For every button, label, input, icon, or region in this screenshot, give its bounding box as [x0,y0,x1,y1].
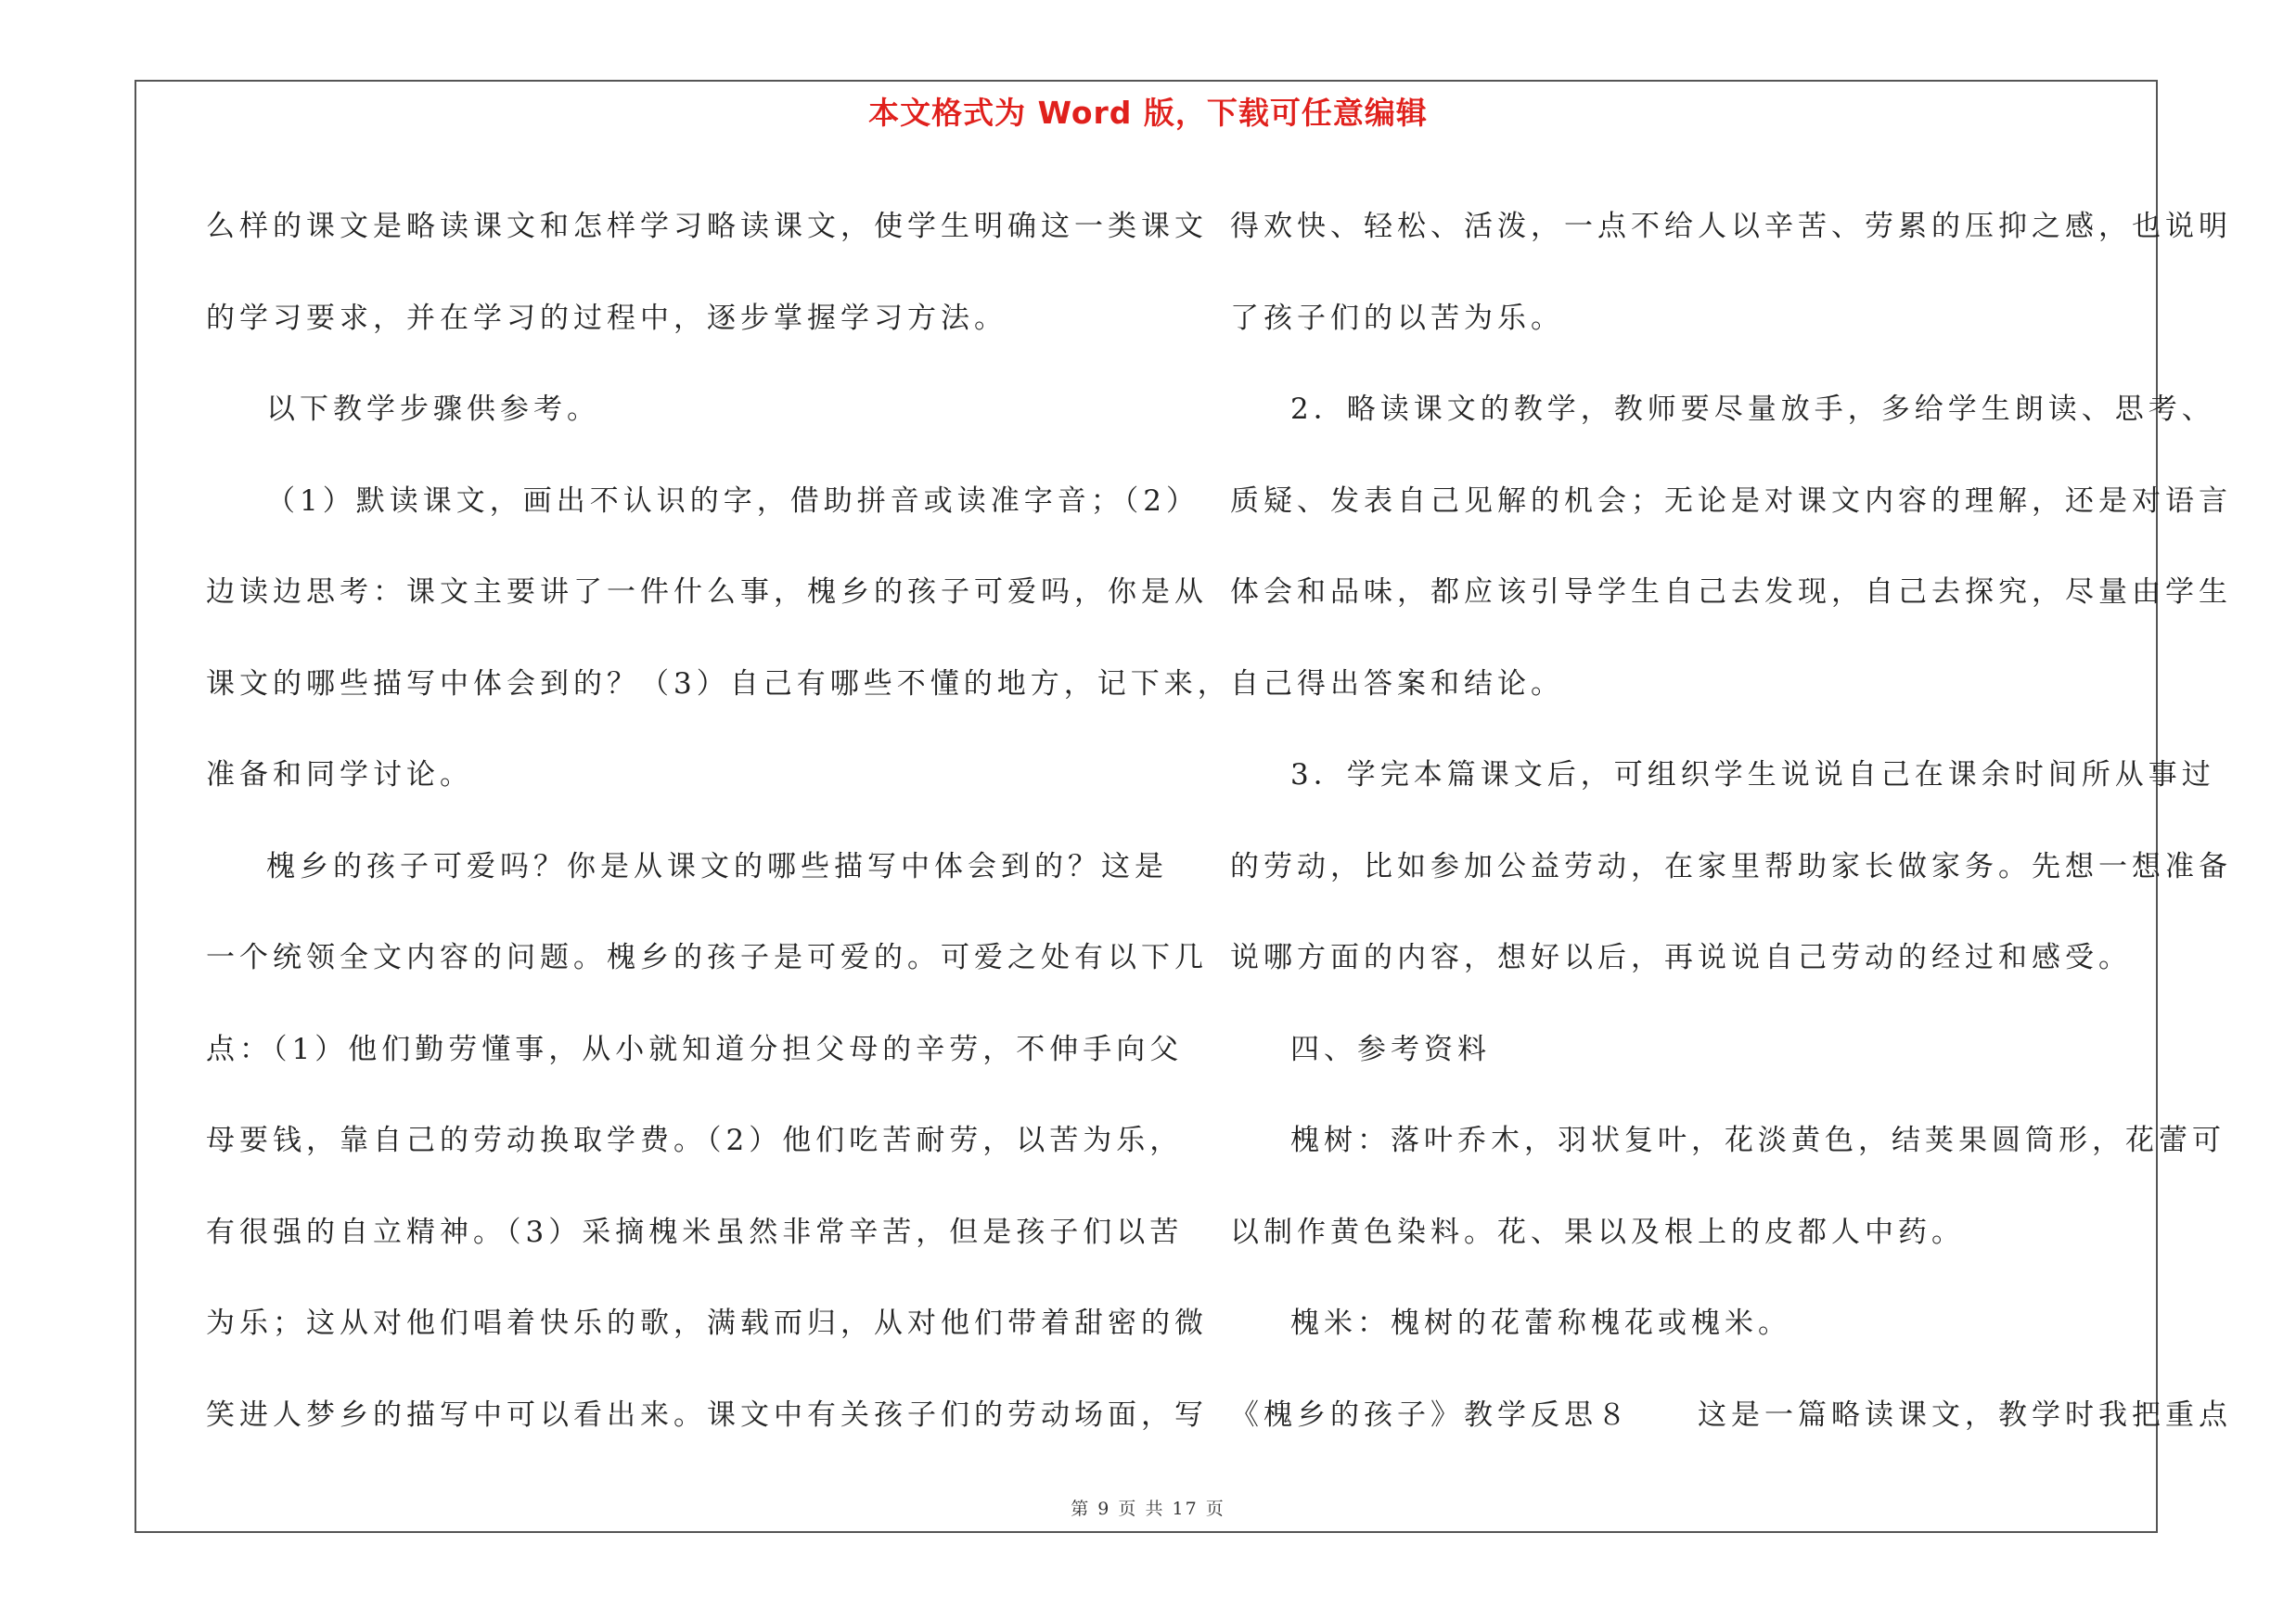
text-line: 体会和品味，都应该引导学生自己去发现，自己去探究，尽量由学生 [1230,575,2232,609]
page-header-title: 本文格式为 Word 版，下载可任意编辑 [868,95,1428,131]
text-line: 边读边思考：课文主要讲了一件什么事，槐乡的孩子可爱吗，你是从 [206,575,1208,609]
text-line: 以下教学步骤供参考。 [266,393,600,426]
text-line: 的学习要求，并在学习的过程中，逐步掌握学习方法。 [206,301,1007,335]
text-line: 的劳动，比如参加公益劳动，在家里帮助家长做家务。先想一想准备 [1230,849,2232,883]
text-line: 槐乡的孩子可爱吗？你是从课文的哪些描写中体会到的？这是 [266,849,1168,883]
text-line: 2．略读课文的教学，教师要尽量放手，多给学生朗读、思考、 [1290,393,2215,426]
text-line: （1）默读课文，画出不认识的字，借助拼音或读准字音；（2） [266,483,1199,518]
text-line: 槐米：槐树的花蕾称槐花或槐米。 [1290,1307,1791,1340]
page-number-footer: 第 9 页 共 17 页 [1071,1499,1225,1519]
left-text-column [206,181,1231,1461]
text-line: 质疑、发表自己见解的机会；无论是对课文内容的理解，还是对语言 [1230,483,2232,518]
text-line: 《槐乡的孩子》教学反思８ 这是一篇略读课文，教学时我把重点 [1230,1398,2232,1432]
text-line: 一个统领全文内容的问题。槐乡的孩子是可爱的。可爱之处有以下几 [206,941,1208,974]
text-line: 课文的哪些描写中体会到的？（3）自己有哪些不懂的地方，记下来， [206,666,1231,701]
text-line: 准备和同学讨论。 [206,758,473,792]
text-line: 槐树：落叶乔木，羽状复叶，花淡黄色，结荚果圆筒形，花蕾可 [1290,1124,2225,1157]
text-line: 为乐；这从对他们唱着快乐的歌，满载而归，从对他们带着甜密的微 [206,1307,1208,1340]
text-line: 有很强的自立精神。（3）采摘槐米虽然非常辛苦，但是孩子们以苦 [206,1215,1184,1249]
text-line: 母要钱，靠自己的劳动换取学费。（2）他们吃苦耐劳，以苦为乐， [206,1124,1184,1157]
text-line: 么样的课文是略读课文和怎样学习略读课文，使学生明确这一类课文 [206,210,1208,243]
text-line: 以制作黄色染料。花、果以及根上的皮都人中药。 [1230,1215,1965,1249]
text-line: 3．学完本篇课文后，可组织学生说说自己在课余时间所从事过 [1290,758,2215,792]
right-text-column [1230,181,2232,1461]
text-line: 了孩子们的以苦为乐。 [1230,301,1564,335]
text-line: 说哪方面的内容，想好以后，再说说自己劳动的经过和感受。 [1230,941,2132,974]
text-line: 点：（1）他们勤劳懂事，从小就知道分担父母的辛劳，不伸手向父 [206,1032,1184,1066]
section-heading: 四、参考资料 [1290,1032,1491,1066]
text-line: 笑进人梦乡的描写中可以看出来。课文中有关孩子们的劳动场面，写 [206,1398,1208,1432]
text-line: 得欢快、轻松、活泼，一点不给人以辛苦、劳累的压抑之感，也说明 [1230,210,2232,243]
text-line: 自己得出答案和结论。 [1230,666,1564,701]
